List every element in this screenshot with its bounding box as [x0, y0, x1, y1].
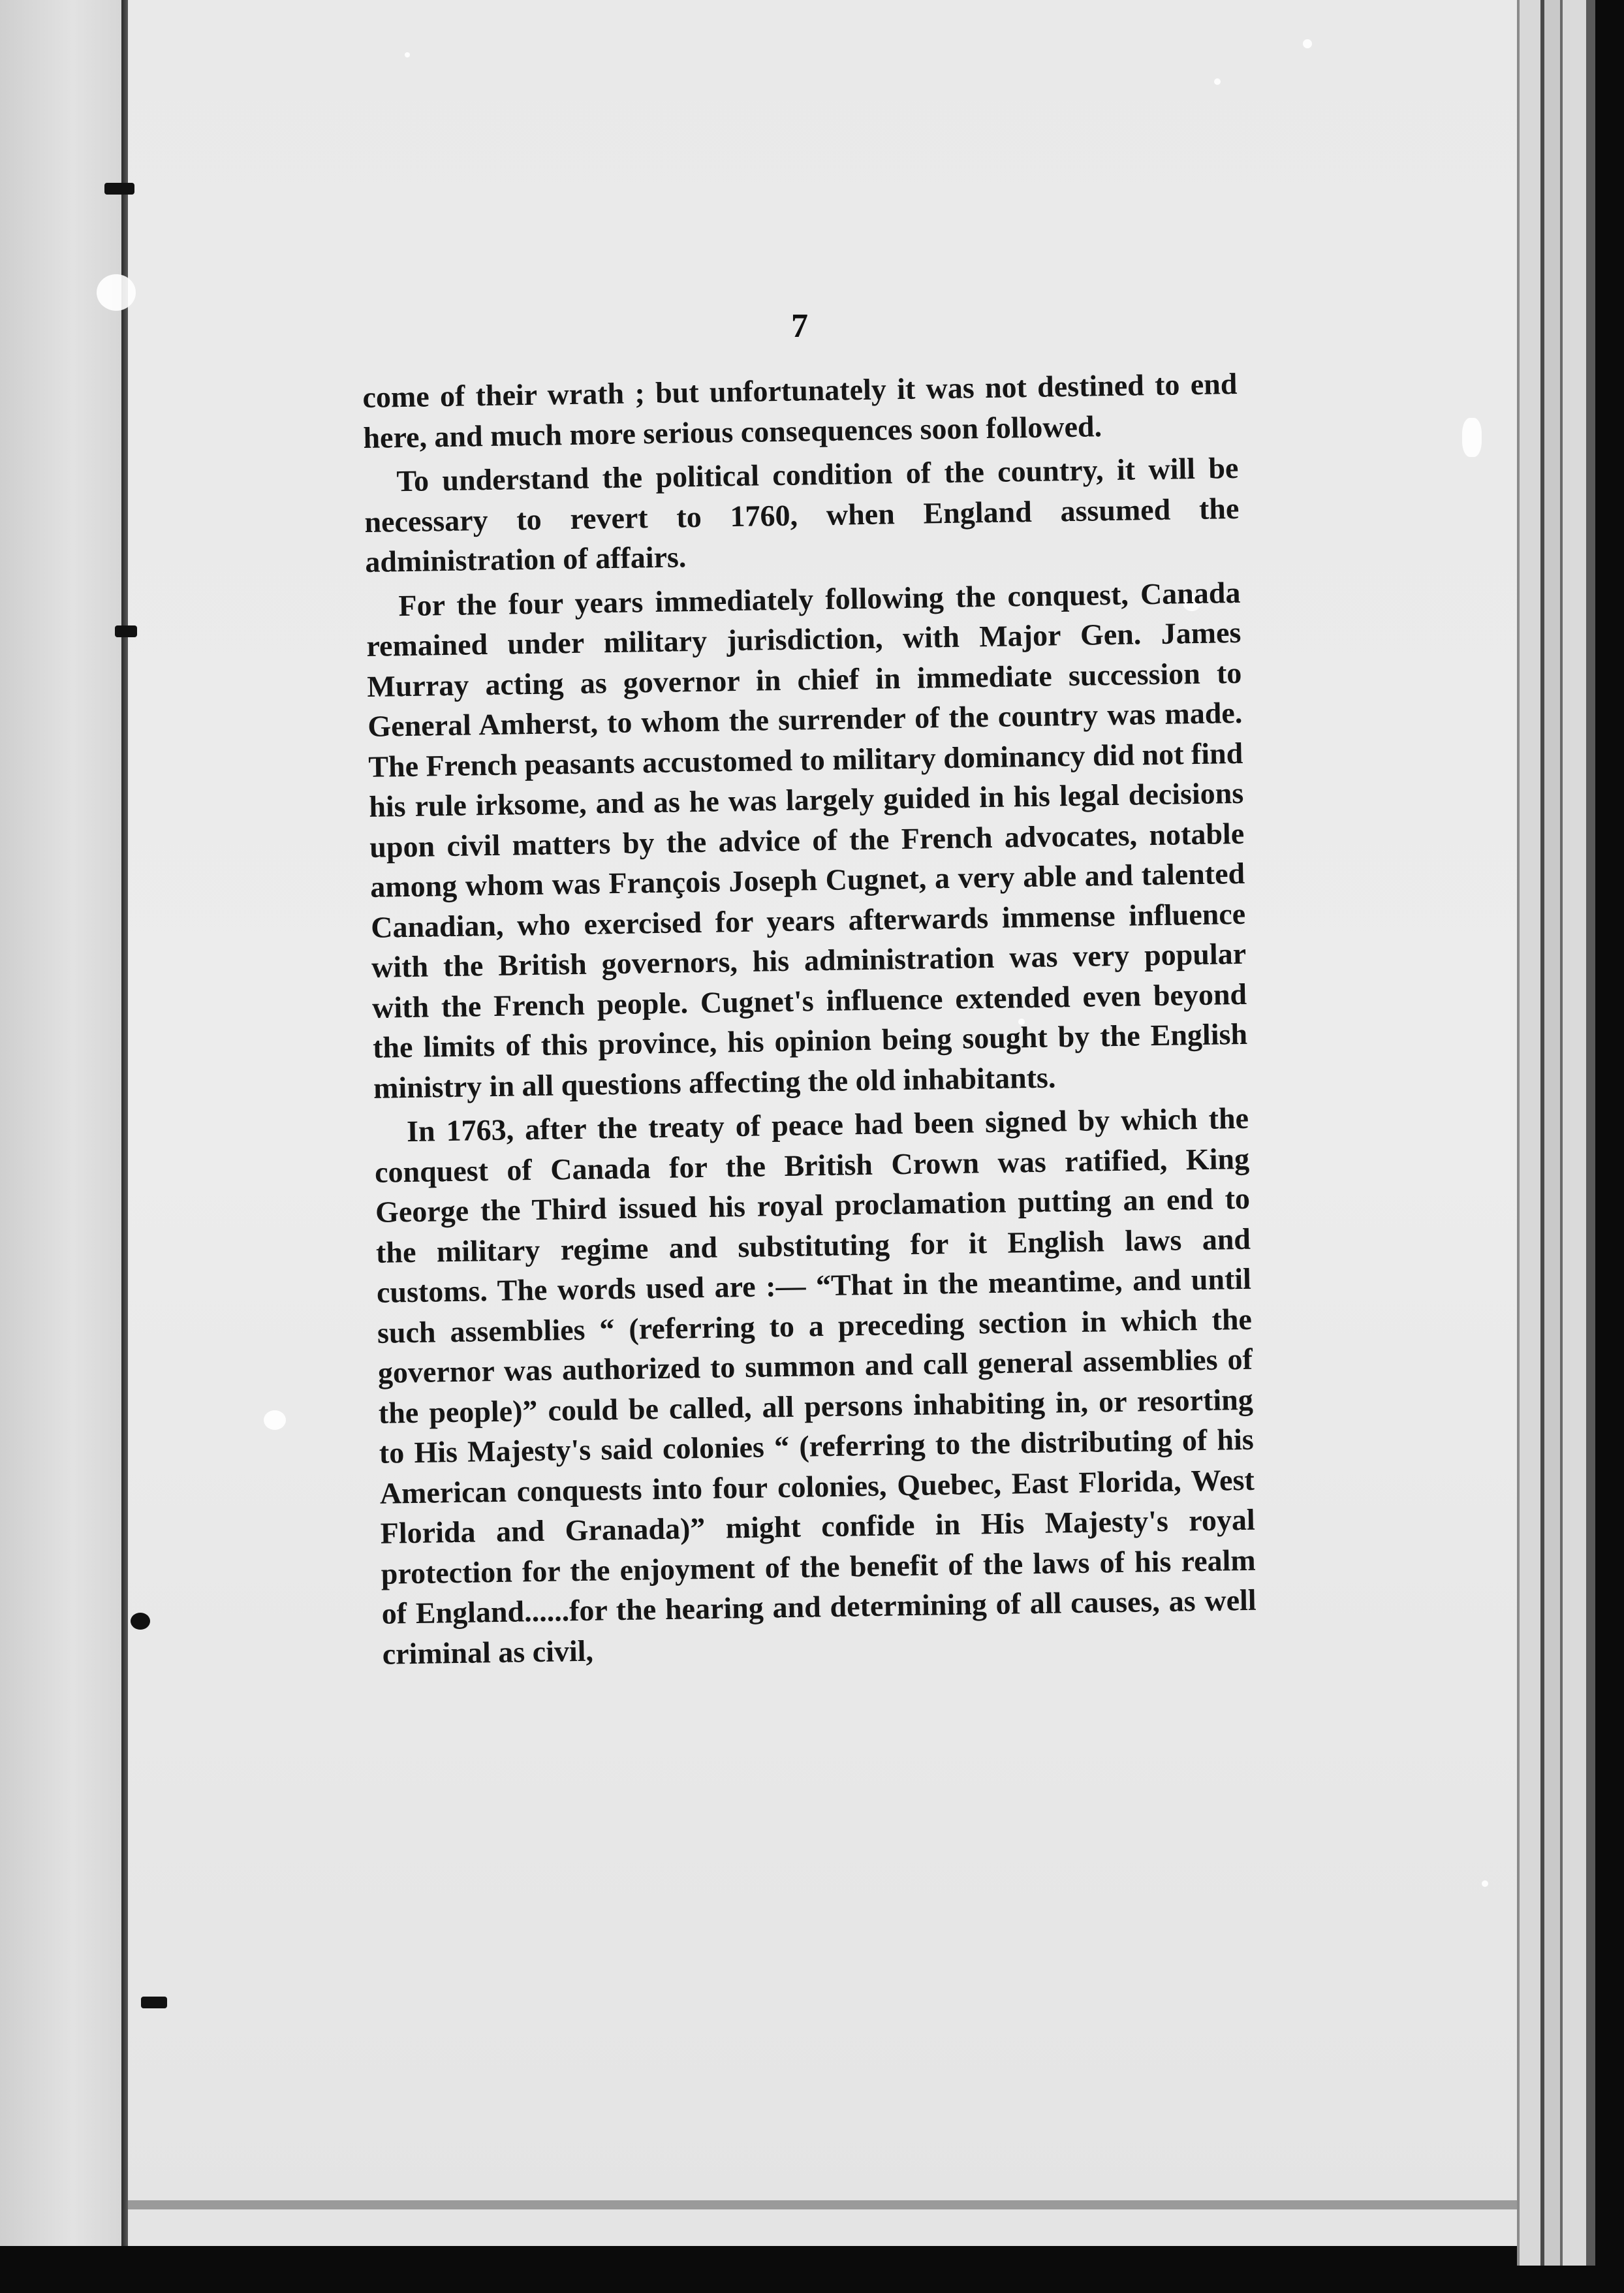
dust-speck	[264, 1410, 286, 1430]
dust-speck	[97, 274, 136, 311]
paragraph: For the four years immediately following the conquest, Canada remained under military jurisdiction, with Major Gen. James Murray acting as governor in chief in immediate succession to General Amherst, to whom the surrender of the country was made. The French peasants accustomed to military dominancy did not find his rule irksome, and as he was largely guided in his legal decisions upon civil matters by the advice of the French advocates, notable among whom was François Joseph Cugnet, a very able and talented Canadian, who exercised for years afterwards immense influence with the British governors, his administration was very popular with the French people. Cugnet's influence extended even beyond the limits of this province, his opinion being sought by the English ministry in all questions affecting the old inhabitants.	[366, 575, 1248, 1105]
page-number: 7	[791, 308, 808, 345]
stacked-page-edge	[1517, 0, 1543, 2266]
binding-stitch	[131, 1613, 150, 1630]
page-bottom-edge	[128, 2200, 1538, 2209]
body-text	[362, 364, 1257, 1674]
binding-margin-line	[121, 0, 128, 2246]
paragraph: In 1763, after the treaty of peace had been signed by which the conquest of Canada for the British Crown was ratified, King George the Third issued his royal proclamation putting an end to the military regime and substituting for it English laws and customs. The words used are :— “That in the meantime, and until such assemblies “ (referring to a preceding section in which the governor was authorized to summon and call general assemblies of the people)” could be called, all persons inhabiting in, or resorting to His Majesty's said colonies “ (referring to the distributing of his American conquests into four colonies, Quebec, East Florida, West Florida and Granada)” might confide in His Majesty's royal protection for the enjoyment of the benefit of the laws of his realm of England......for the hearing and determining of all causes, as well criminal as civil,	[374, 1101, 1257, 1671]
binding-stitch	[115, 625, 137, 637]
paragraph: To understand the political condition of the country, it will be necessary to revert to 1760, when England assumed the administration of affairs.	[364, 451, 1240, 578]
paragraph: come of their wrath ; but unfortunately it was not destined to end here, and much more serious consequences soon followed.	[362, 366, 1238, 454]
binding-stitch	[141, 1997, 167, 2008]
previous-page-edge	[0, 0, 121, 2246]
dust-speck	[1482, 1880, 1488, 1887]
dust-speck	[1462, 418, 1482, 457]
dust-speck	[405, 52, 410, 57]
stacked-page-edge	[1560, 0, 1589, 2266]
binding-stitch	[104, 183, 134, 195]
stacked-page-edge	[1586, 0, 1595, 2266]
dust-speck	[1214, 78, 1221, 85]
dust-speck	[1303, 39, 1312, 48]
